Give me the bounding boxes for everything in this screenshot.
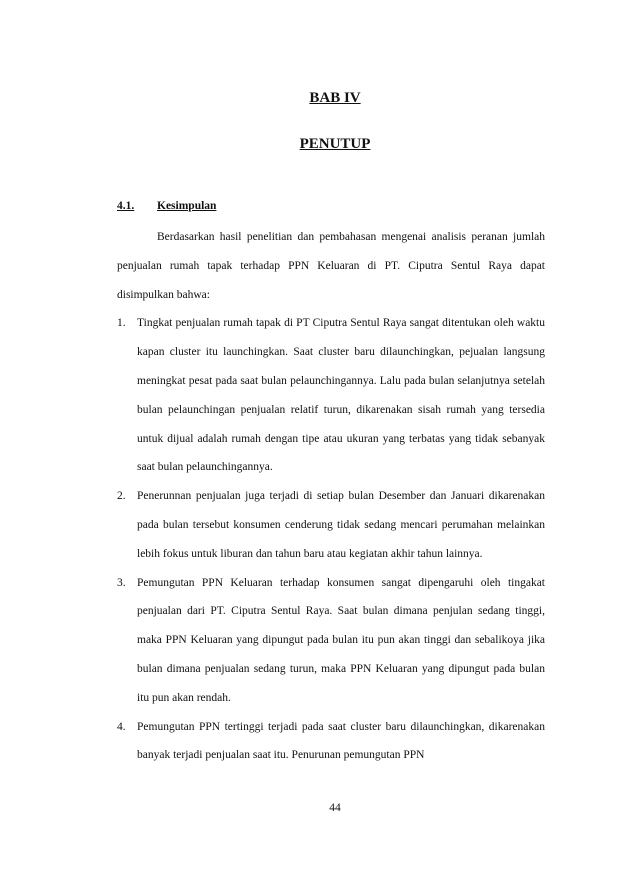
list-item-marker: 1.	[117, 317, 126, 330]
section-title: Kesimpulan	[157, 200, 217, 212]
page-number: 44	[329, 802, 341, 814]
list-item-marker: 3.	[117, 576, 126, 589]
list-item-text: Penerunnan penjualan juga terjadi di setiap bulan Desember dan Januari dikarenakan pada bulan tersebut konsumen cenderung tidak sedang mencari perumahan melainkan lebih fokus untuk liburan dan tahun baru atau kegiatan akhir tahun lainnya.	[137, 490, 545, 560]
section-number: 4.1.	[117, 200, 135, 212]
list-item-marker: 4.	[117, 720, 126, 733]
conclusion-list	[117, 309, 545, 770]
chapter-heading: BAB IV	[309, 90, 361, 106]
section-heading	[117, 200, 216, 212]
list-item	[117, 309, 545, 482]
intro-paragraph: Berdasarkan hasil penelitian dan pembahasan mengenai analisis peranan jumlah penjualan rumah tapak terhadap PPN Keluaran di PT. Ciputra Sentul Raya dapat disimpulkan bahwa:	[117, 231, 545, 301]
list-item-text: Pemungutan PPN tertinggi terjadi pada saat cluster baru dilaunchingkan, dikarenakan banyak terjadi penjualan saat itu. Penurunan pemungutan PPN	[137, 720, 545, 762]
chapter-title: PENUTUP	[299, 136, 371, 152]
list-item	[117, 569, 545, 713]
list-item	[117, 482, 545, 568]
list-item-marker: 2.	[117, 490, 126, 503]
list-item-text: Pemungutan PPN Keluaran terhadap konsumen sangat dipengaruhi oleh tingakat penjualan dari PT. Ciputra Sentul Raya. Saat bulan dimana penjulan sedang tinggi, maka PPN Keluaran yang dipungut pada bulan itu pun akan tinggi dan sebalikoya jika bulan dimana penjualan sedang turun, maka PPN Keluaran yang dipungut pada bulan itu pun akan rendah.	[137, 576, 545, 704]
body-text	[117, 223, 545, 770]
list-item	[117, 713, 545, 771]
list-item-text: Tingkat penjualan rumah tapak di PT Ciputra Sentul Raya sangat ditentukan oleh waktu kapan cluster itu launchingkan. Saat cluster baru dilaunchingkan, pejualan langsung meningkat pesat pada saat bulan pelaunchingannya. Lalu pada bulan selanjutnya setelah bulan pelaunchingan penjualan relatif turun, dikarenakan sisah rumah yang tersedia untuk dijual adalah rumah dengan tipe atau ukuran yang terbatas yang tidak sebanyak saat bulan pelaunchingannya.	[137, 317, 545, 474]
